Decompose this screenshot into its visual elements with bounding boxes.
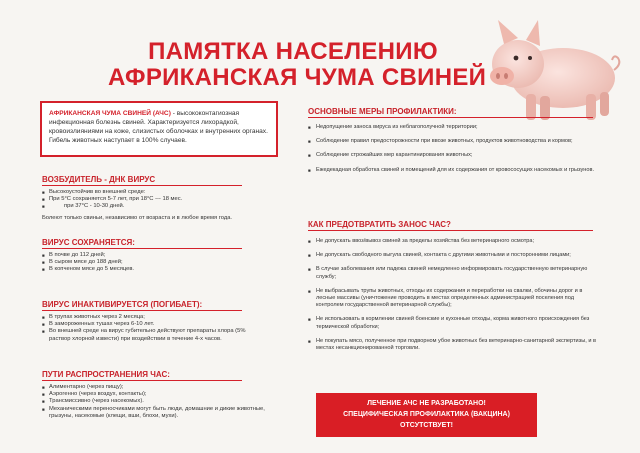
list-item: ■ Механическими переносчиками могут быть люди, домашние и дикие животные, грызуны, насекомые (клещи, вши, блохи, мухи). (42, 406, 270, 420)
intro-box (40, 101, 278, 157)
warning-banner (316, 393, 537, 437)
list-item: ■ Недопущение заноса вируса из неблагополучной территории; (308, 124, 603, 131)
banner-line3: ОТСУТСТВУЕТ! (400, 422, 453, 429)
list-item: ■ Соблюдение правил предосторожности при ввозе животных, продуктов животноводства и кормов; (308, 138, 603, 145)
list-item: ■ В почве до 112 дней; (42, 252, 282, 259)
list-item: ■ Ежедекадная обработка свиней и помещений для их содержания от кровососущих насекомых и грызунов. (308, 167, 603, 174)
list-item: ■ при 37°С - 10-30 дней. (42, 203, 282, 210)
list-item: ■ Не использовать в кормлении свиней боенские и кухонные отходы, корма животного происхождения без термической обработки; (308, 316, 603, 330)
poster-title-line2: АФРИКАНСКАЯ ЧУМА СВИНЕЙ (108, 64, 487, 91)
banner-line1: ЛЕЧЕНИЕ АЧС НЕ РАЗРАБОТАНО! (367, 400, 486, 407)
inactivated-section (42, 300, 282, 343)
list-item: ■ В замороженных тушах через 6-10 лет. (42, 321, 267, 328)
spread-list (42, 384, 270, 420)
spread-heading: ПУТИ РАСПРОСТРАНЕНИЯ ЧАС: (42, 370, 282, 381)
spread-section (42, 370, 282, 420)
list-item: ■ Не допускать свободного выгула свиней, контакта с другими животными и посторонними лицами; (308, 252, 603, 259)
howto-list (308, 238, 603, 352)
list-item: ■ В трупах животных через 2 месяца; (42, 314, 267, 321)
intro-text: - высококонтагиозная инфекционная болезнь свиней. Характеризуется лихорадкой, кровоизлияниями на коже, слизистых оболочках и внутренних органах. Гибель животных наступает в 100% случаев. (49, 110, 268, 144)
list-item: ■ Соблюдение строжайших мер карантинирования животных; (308, 152, 603, 159)
list-item: ■ Аэрогенно (через воздух, контакты); (42, 391, 270, 398)
persists-heading: ВИРУС СОХРАНЯЕТСЯ: (42, 238, 282, 249)
list-item: ■ В случае заболевания или падежа свиней немедленно информировать государственную ветеринарную службу; (308, 266, 603, 280)
inactivated-heading: ВИРУС ИНАКТИВИРУЕТСЯ (ПОГИБАЕТ): (42, 300, 282, 311)
persists-section (42, 238, 282, 274)
pathogen-list (42, 189, 282, 211)
list-item: ■ Трансмиссивно (через насекомых). (42, 398, 270, 405)
list-item: ■ Высокоустойчив во внешней среде: (42, 189, 282, 196)
list-item: ■ В сыром мясе до 188 дней; (42, 259, 282, 266)
inactivated-list (42, 314, 267, 343)
howto-section (308, 220, 603, 352)
pathogen-heading: ВОЗБУДИТЕЛЬ - ДНК ВИРУС (42, 175, 282, 186)
pathogen-note: Болеют только свиньи, независимо от возраста и в любое время года. (42, 214, 233, 221)
pathogen-section (42, 175, 282, 222)
list-item: ■ При 5°С сохраняется 5-7 лет, при 18°С --- 18 мес. (42, 196, 282, 203)
prevention-list (308, 124, 603, 174)
howto-heading: КАК ПРЕДОТВРАТИТЬ ЗАНОС ЧАС? (308, 220, 603, 231)
list-item: ■ Не покупать мясо, полученное при подворном убое животных без ветеринарно-санитарной экспертизы, и в местах несанкционированной торговли. (308, 338, 603, 352)
banner-line2: СПЕЦИФИЧЕСКАЯ ПРОФИЛАКТИКА (ВАКЦИНА) (343, 411, 510, 418)
list-item: ■ Алиментарно (через пищу); (42, 384, 270, 391)
list-item: ■ Не выбрасывать трупы животных, отходы их содержания и переработки на свалки, обочины дорог и в лесные массивы (уничтожение проводить в местах определенных администрацией поселения под контролем государственной ветеринарной службы); (308, 288, 603, 310)
intro-highlight: АФРИКАНСКАЯ ЧУМА СВИНЕЙ (АЧС) (49, 110, 171, 117)
prevention-heading: ОСНОВНЫЕ МЕРЫ ПРОФИЛАКТИКИ: (308, 107, 603, 118)
persists-list (42, 252, 282, 274)
poster-title-line1: ПАМЯТКА НАСЕЛЕНИЮ (148, 38, 438, 65)
list-item: ■ В копченом мясе до 5 месяцев. (42, 266, 282, 273)
list-item: ■ Не допускать ввоз/вывоз свиней за пределы хозяйства без ветеринарного осмотра; (308, 238, 603, 245)
prevention-section (308, 107, 603, 181)
list-item: ■ Во внешней среде на вирус губительно действуют препараты хлора (5% раствор хлорной извести) при воздействии в течение 4-х часов. (42, 328, 267, 342)
